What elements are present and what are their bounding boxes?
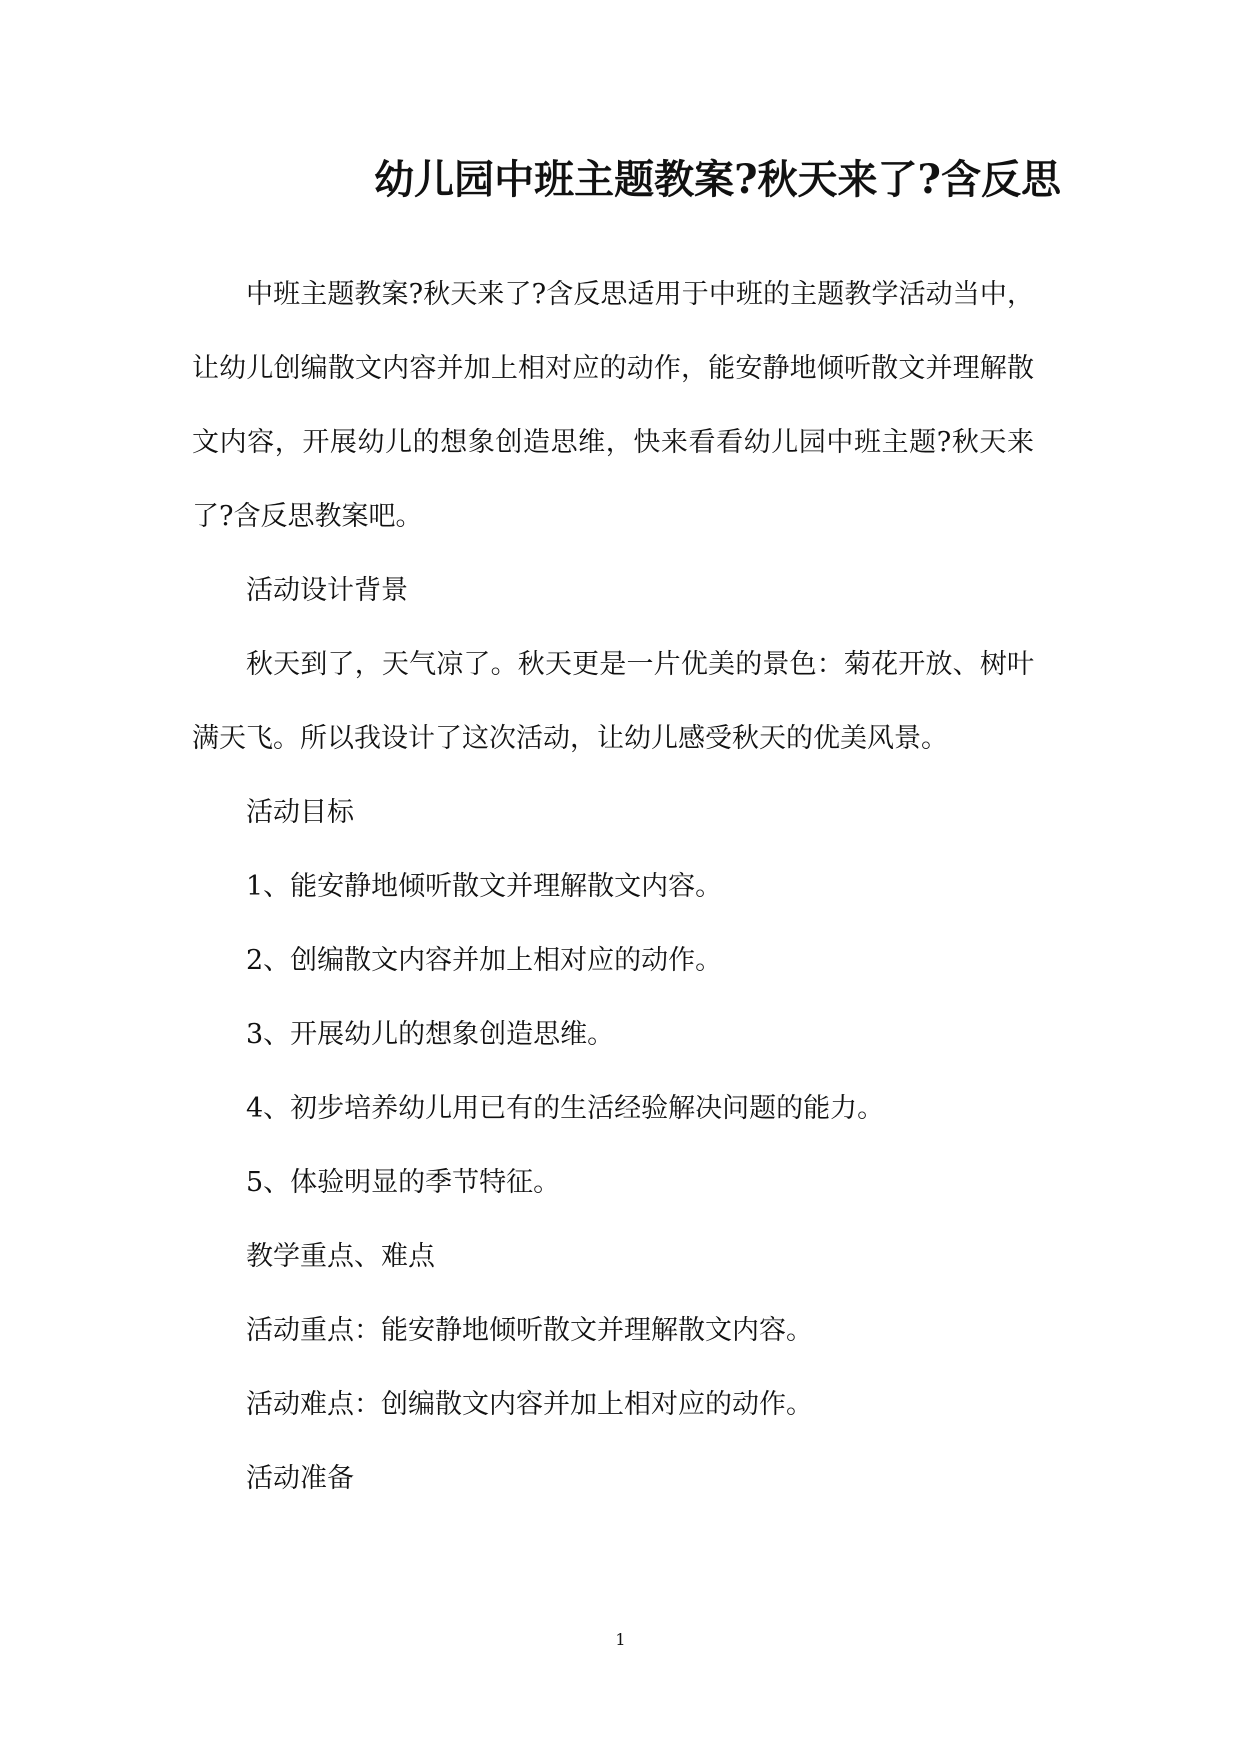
page-number: 1: [615, 1630, 626, 1649]
section-heading-background: 活动设计背景: [246, 575, 408, 606]
section-heading-key-points: 教学重点、难点: [246, 1241, 435, 1272]
section-heading-goals: 活动目标: [246, 797, 354, 828]
goal-item-5: 5、体验明显的季节特征。: [246, 1167, 561, 1198]
goal-item-2: 2、创编散文内容并加上相对应的动作。: [246, 945, 723, 976]
document-body: [192, 258, 1034, 1516]
key-point-difficulty: 活动难点：创编散文内容并加上相对应的动作。: [246, 1389, 813, 1420]
intro-paragraph: 中班主题教案?秋天来了?含反思适用于中班的主题教学活动当中，让幼儿创编散文内容并加上相对应的动作，能安静地倾听散文并理解散文内容，开展幼儿的想象创造思维，快来看看幼儿园中班主题?秋天来了?含反思教案吧。: [192, 279, 1034, 532]
section-heading-preparation: 活动准备: [246, 1463, 354, 1494]
goal-item-3: 3、开展幼儿的想象创造思维。: [246, 1019, 615, 1050]
goal-item-4: 4、初步培养幼儿用已有的生活经验解决问题的能力。: [246, 1093, 885, 1124]
page-title: 幼儿园中班主题教案?秋天来了?含反思: [374, 156, 1061, 203]
background-paragraph: 秋天到了，天气凉了。秋天更是一片优美的景色：菊花开放、树叶满天飞。所以我设计了这次活动，让幼儿感受秋天的优美风景。: [192, 649, 1034, 754]
goal-item-1: 1、能安静地倾听散文并理解散文内容。: [246, 871, 723, 902]
key-point-focus: 活动重点：能安静地倾听散文并理解散文内容。: [246, 1315, 813, 1346]
